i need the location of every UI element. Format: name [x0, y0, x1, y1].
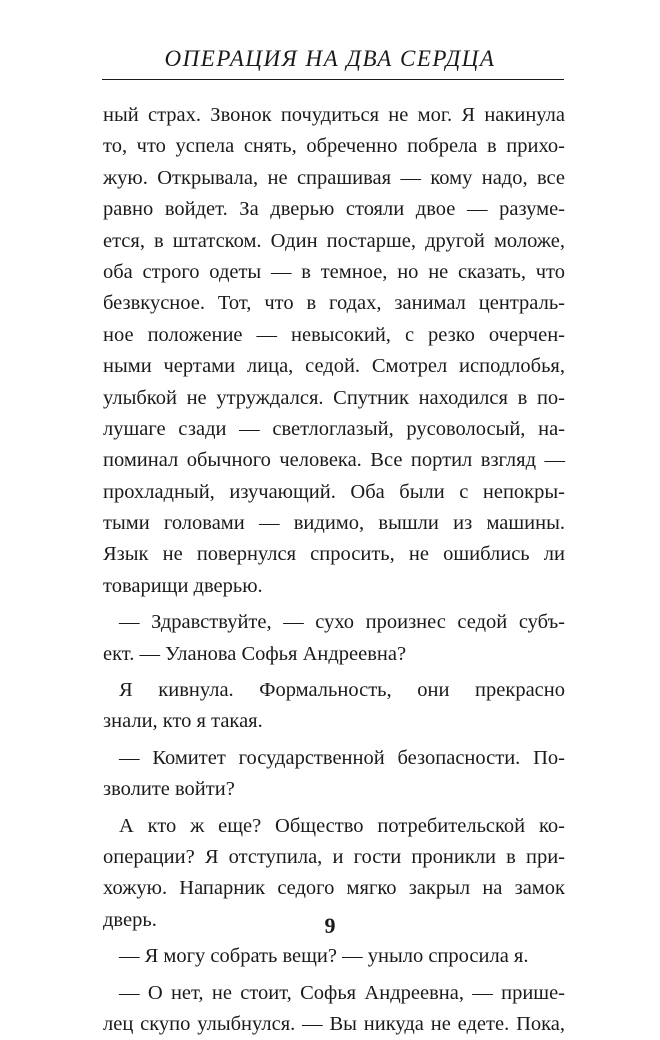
paragraph — [103, 743, 565, 806]
text-line: прохладный, изучающий. Оба были с непокры- — [103, 480, 565, 503]
text-line: безвкусное. Тот, что в годах, занимал централь- — [103, 292, 565, 315]
text-line: лушаге сзади — светлоглазый, русоволосый, на- — [103, 417, 565, 440]
header-rule — [102, 79, 564, 80]
text-line: хожую. Напарник седого мягко закрыл на замок — [103, 877, 565, 900]
text-line: ное положение — невысокий, с резко очерчен- — [103, 323, 565, 346]
text-line: равно войдет. За дверью стояли двое — разуме- — [103, 198, 565, 221]
running-head: ОПЕРАЦИЯ НА ДВА СЕРДЦА — [164, 46, 496, 71]
text-line: Язык не повернулся спросить, не ошиблись ли — [103, 543, 565, 566]
paragraph — [103, 978, 565, 1040]
text-line: жую. Открывала, не спрашивая — кому надо, все — [103, 166, 565, 189]
paragraph — [103, 100, 565, 602]
text-line: улыбкой не утруждался. Спутник находился в по- — [103, 386, 565, 409]
text-line: ными чертами лица, седой. Смотрел исподлобья, — [103, 355, 565, 378]
text-line: ект. — Уланова Софья Андреевна? — [103, 642, 407, 665]
text-line: — О нет, не стоит, Софья Андреевна, — пришe- — [119, 981, 565, 1004]
text-line: — Здравствуйте, — сухо произнес седой субъ- — [119, 611, 565, 634]
text-line: зволите войти? — [103, 778, 235, 801]
text-line: операции? Я отступила, и гости проникли в при- — [103, 845, 565, 868]
text-line: А кто ж еще? Общество потребительской ко- — [119, 814, 565, 837]
paragraph — [103, 607, 565, 670]
text-line: то, что успела снять, обреченно побрела в прихо- — [103, 135, 565, 158]
text-line: — Я могу собрать вещи? — уныло спросила я. — [119, 945, 529, 968]
text-line: дверь. — [103, 908, 157, 931]
text-line: Я кивнула. Формальность, они прекрасно — [119, 679, 565, 702]
text-line: знали, кто я такая. — [103, 710, 263, 733]
text-line: оба строго одеты — в темное, но не сказать, что — [103, 260, 565, 283]
paragraph — [103, 675, 565, 738]
body-text — [103, 100, 565, 1040]
text-line: тыми головами — видимо, вышли из машины. — [103, 512, 565, 535]
text-line: поминал обычного человека. Все портил взгляд — — [103, 449, 565, 472]
text-line: лец скупо улыбнулся. — Вы никуда не едете. Пока, — [103, 1012, 565, 1035]
paragraph — [103, 941, 565, 972]
text-line: — Комитет государственной безопасности. По- — [119, 746, 565, 769]
text-line: ется, в штатском. Один постарше, другой моложе, — [103, 229, 565, 252]
page-number: 9 — [324, 913, 336, 938]
text-line: ный страх. Звонок почудиться не мог. Я накинула — [103, 104, 565, 126]
text-line: товарищи дверью. — [103, 574, 263, 597]
